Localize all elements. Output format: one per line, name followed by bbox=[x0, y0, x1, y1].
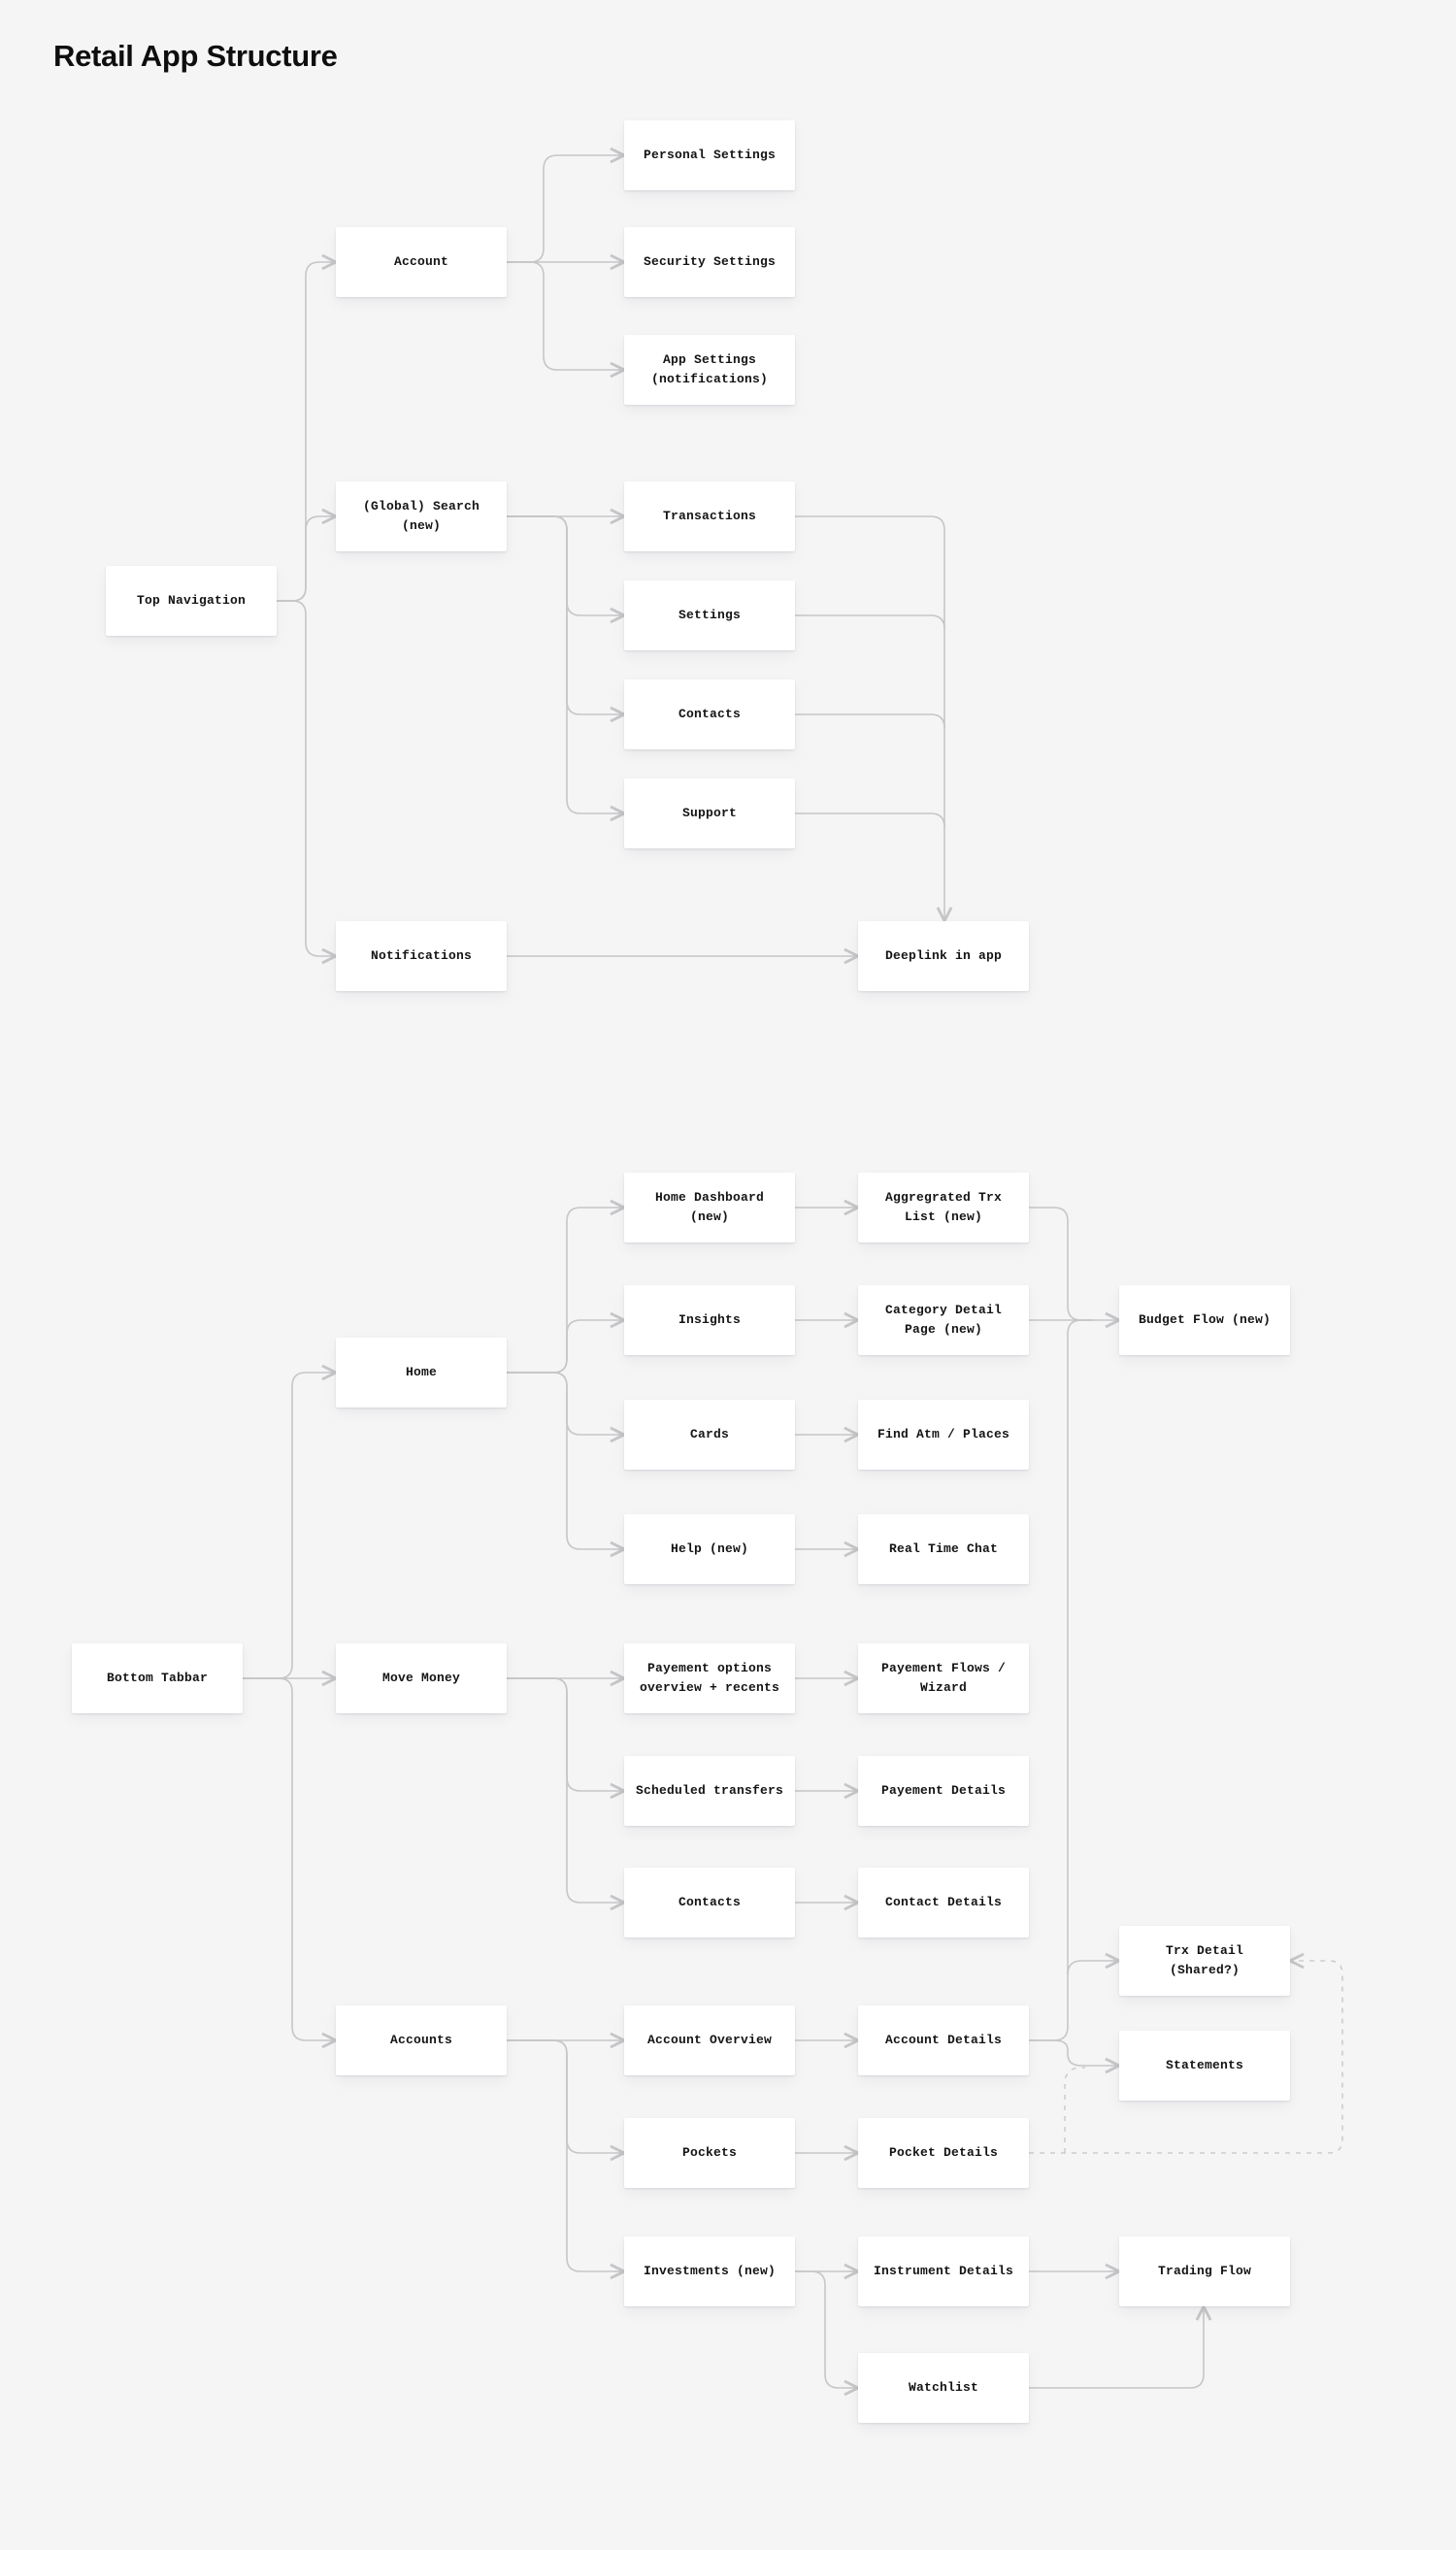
node-personal-settings[interactable]: Personal Settings bbox=[624, 120, 795, 190]
edge-home-home-dashboard bbox=[507, 1208, 624, 1373]
edge-bottom-tabbar-home bbox=[243, 1373, 336, 1678]
node-payment-details[interactable]: Payement Details bbox=[858, 1756, 1029, 1826]
edge-home-cards bbox=[507, 1373, 624, 1435]
node-pocket-details[interactable]: Pocket Details bbox=[858, 2118, 1029, 2188]
edge-top-navigation-global-search bbox=[277, 516, 336, 601]
page-title: Retail App Structure bbox=[53, 39, 338, 73]
node-global-search[interactable]: (Global) Search (new) bbox=[336, 481, 507, 551]
edge-move-money-scheduled-transfers bbox=[507, 1678, 624, 1791]
node-contacts-move-money[interactable]: Contacts bbox=[624, 1868, 795, 1937]
node-payment-flows-wizard[interactable]: Payement Flows / Wizard bbox=[858, 1643, 1029, 1713]
edge-accounts-investments bbox=[507, 2040, 624, 2271]
node-budget-flow[interactable]: Budget Flow (new) bbox=[1119, 1285, 1290, 1355]
node-insights[interactable]: Insights bbox=[624, 1285, 795, 1355]
node-home-dashboard[interactable]: Home Dashboard (new) bbox=[624, 1173, 795, 1242]
node-category-detail-page[interactable]: Category Detail Page (new) bbox=[858, 1285, 1029, 1355]
edge-support-deeplink bbox=[795, 813, 944, 827]
edge-accounts-pockets bbox=[507, 2040, 624, 2153]
node-home[interactable]: Home bbox=[336, 1338, 507, 1407]
edge-bottom-tabbar-accounts bbox=[243, 1678, 336, 2040]
node-support[interactable]: Support bbox=[624, 778, 795, 848]
node-trading-flow[interactable]: Trading Flow bbox=[1119, 2236, 1290, 2306]
node-watchlist[interactable]: Watchlist bbox=[858, 2353, 1029, 2423]
node-accounts[interactable]: Accounts bbox=[336, 2005, 507, 2075]
edge-home-insights bbox=[507, 1320, 624, 1373]
node-top-navigation[interactable]: Top Navigation bbox=[106, 566, 277, 636]
edge-pocket-details-statements-dashed bbox=[1065, 2068, 1085, 2153]
edge-account-details-statements bbox=[1029, 2040, 1119, 2066]
node-account-details[interactable]: Account Details bbox=[858, 2005, 1029, 2075]
node-notifications[interactable]: Notifications bbox=[336, 921, 507, 991]
edge-aggregrated-trx-budget-flow bbox=[1029, 1208, 1093, 1320]
edge-top-navigation-notifications bbox=[277, 601, 336, 956]
node-pockets[interactable]: Pockets bbox=[624, 2118, 795, 2188]
node-cards[interactable]: Cards bbox=[624, 1400, 795, 1470]
edge-transactions-deeplink bbox=[795, 516, 944, 921]
node-security-settings[interactable]: Security Settings bbox=[624, 227, 795, 297]
node-instrument-details[interactable]: Instrument Details bbox=[858, 2236, 1029, 2306]
node-find-atm-places[interactable]: Find Atm / Places bbox=[858, 1400, 1029, 1470]
edge-settings-deeplink bbox=[795, 615, 944, 629]
node-deeplink-in-app[interactable]: Deeplink in app bbox=[858, 921, 1029, 991]
node-contacts-search[interactable]: Contacts bbox=[624, 679, 795, 749]
node-app-settings[interactable]: App Settings (notifications) bbox=[624, 335, 795, 405]
node-transactions[interactable]: Transactions bbox=[624, 481, 795, 551]
node-settings[interactable]: Settings bbox=[624, 580, 795, 650]
edge-global-search-settings bbox=[507, 516, 624, 615]
node-scheduled-transfers[interactable]: Scheduled transfers bbox=[624, 1756, 795, 1826]
node-aggregrated-trx-list[interactable]: Aggregrated Trx List (new) bbox=[858, 1173, 1029, 1242]
node-account-overview[interactable]: Account Overview bbox=[624, 2005, 795, 2075]
edge-contacts-deeplink bbox=[795, 714, 944, 728]
edge-investments-watchlist bbox=[795, 2271, 858, 2388]
node-real-time-chat[interactable]: Real Time Chat bbox=[858, 1514, 1029, 1584]
edge-account-details-trx-detail bbox=[1068, 1961, 1119, 1974]
node-contact-details[interactable]: Contact Details bbox=[858, 1868, 1029, 1937]
node-statements[interactable]: Statements bbox=[1119, 2031, 1290, 2101]
node-trx-detail[interactable]: Trx Detail (Shared?) bbox=[1119, 1926, 1290, 1996]
edge-global-search-support bbox=[507, 516, 624, 813]
node-payment-options[interactable]: Payement options overview + recents bbox=[624, 1643, 795, 1713]
node-move-money[interactable]: Move Money bbox=[336, 1643, 507, 1713]
node-investments[interactable]: Investments (new) bbox=[624, 2236, 795, 2306]
node-help[interactable]: Help (new) bbox=[624, 1514, 795, 1584]
node-account[interactable]: Account bbox=[336, 227, 507, 297]
edge-watchlist-trading-flow bbox=[1029, 2306, 1204, 2388]
edge-account-app-settings bbox=[507, 262, 624, 370]
edge-account-details-budget-flow bbox=[1029, 1320, 1093, 2040]
node-bottom-tabbar[interactable]: Bottom Tabbar bbox=[72, 1643, 243, 1713]
edge-home-help bbox=[507, 1373, 624, 1549]
edge-account-personal-settings bbox=[507, 155, 624, 262]
